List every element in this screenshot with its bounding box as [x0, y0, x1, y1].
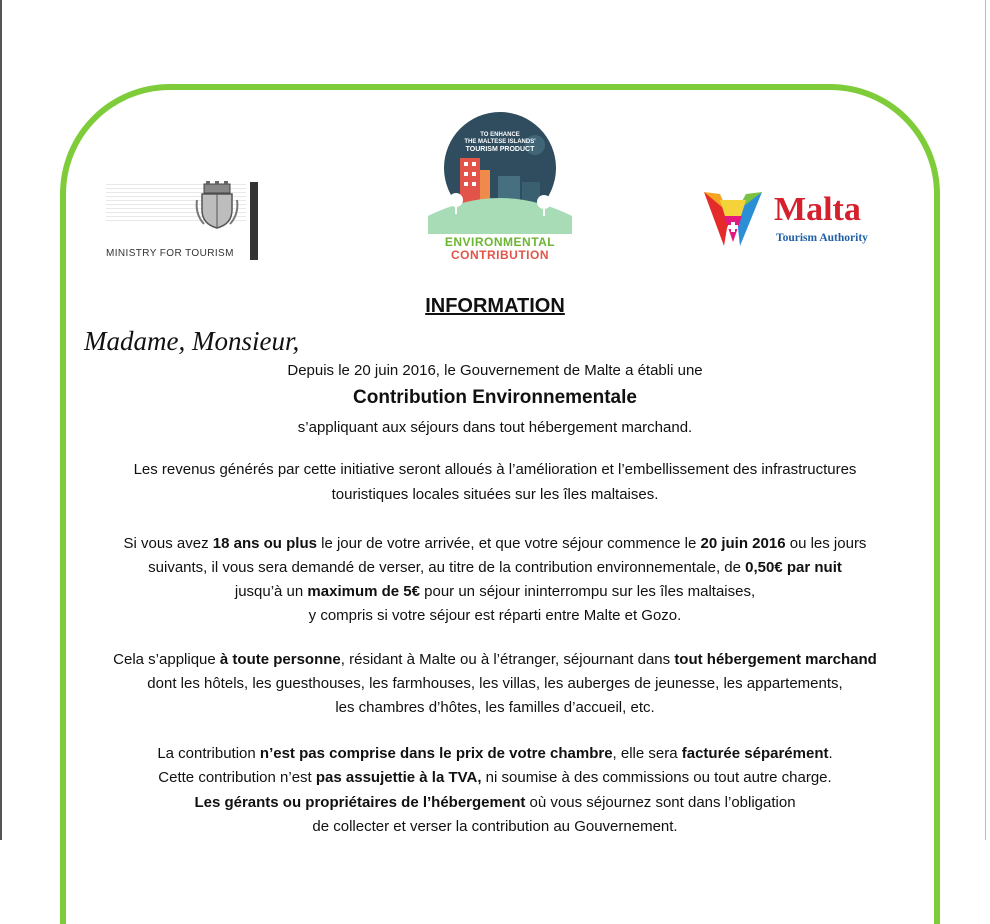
text-span: Si vous avez: [123, 535, 213, 552]
text-bold: Les gérants ou propriétaires de l’hébergement: [194, 794, 526, 811]
text-bold: facturée séparément: [681, 745, 829, 762]
env-tagline: [434, 132, 566, 153]
billing-line: [0, 794, 990, 811]
env-title-environmental: ENVIRONMENTAL: [444, 235, 556, 249]
malta-tourism-logo: [700, 186, 890, 256]
ministry-label: MINISTRY FOR TOURISM: [106, 248, 234, 259]
text-bold: n’est pas comprise dans le prix de votre chambre: [259, 745, 613, 762]
scope-line: dont les hôtels, les guesthouses, les farmhouses, les villas, les auberges de jeunesse, les appartements,: [147, 675, 843, 692]
text-span: .: [828, 745, 833, 762]
text-bold: 18 ans ou plus: [212, 535, 317, 552]
text-bold: pas assujettie à la TVA,: [315, 769, 482, 786]
malta-name: Malta: [774, 191, 861, 228]
malta-star-icon: [700, 186, 766, 252]
env-tagline-line: TO ENHANCE: [480, 132, 520, 138]
eligibility-line: y compris si votre séjour est réparti entre Malte et Gozo.: [308, 607, 682, 624]
text-span: ni soumise à des commissions ou tout autre charge.: [481, 769, 832, 786]
billing-line: [0, 745, 990, 762]
revenue-line: Les revenus générés par cette initiative seront alloués à l’amélioration et l’embellissement des infrastructures: [133, 461, 857, 478]
text-span: jusqu’à un: [234, 583, 308, 600]
text-span: Cela s’applique: [113, 651, 220, 668]
text-bold: 20 juin 2016: [700, 535, 786, 552]
text-bold: maximum de 5€: [307, 583, 420, 600]
text-span: , résidant à Malte ou à l’étranger, séjournant dans: [340, 651, 675, 668]
salutation: Madame, Monsieur,: [84, 326, 300, 356]
text-bold: à toute personne: [219, 651, 341, 668]
contribution-title: Contribution Environnementale: [353, 387, 637, 408]
page-title: INFORMATION: [425, 295, 565, 317]
intro-line: Depuis le 20 juin 2016, le Gouvernement de Malte a établi une: [287, 362, 703, 379]
eligibility-line: [0, 583, 990, 600]
scope-line: les chambres d’hôtes, les familles d’accueil, etc.: [335, 699, 655, 716]
text-span: ou les jours: [785, 535, 867, 552]
environmental-contribution-logo: [420, 110, 580, 264]
text-span: le jour de votre arrivée, et que votre séjour commence le: [316, 535, 701, 552]
eligibility-line: [0, 559, 990, 576]
env-tagline-line: TOURISM PRODUCT: [465, 146, 535, 153]
billing-line: [0, 769, 990, 786]
city-circle-icon: [420, 110, 580, 235]
text-span: La contribution: [157, 745, 260, 762]
scope-line: [0, 651, 990, 668]
text-span: pour un séjour ininterrompu sur les îles maltaises,: [419, 583, 756, 600]
intro-line: s’appliquant aux séjours dans tout hébergement marchand.: [297, 419, 693, 436]
eligibility-line: [0, 535, 990, 552]
text-span: suivants, il vous sera demandé de verser, au titre de la contribution environnementale, de: [148, 559, 746, 576]
env-tagline-line: THE MALTESE ISLANDS': [464, 139, 536, 145]
revenue-line: touristiques locales situées sur les îles maltaises.: [331, 486, 659, 503]
text-span: où vous séjournez sont dans l’obligation: [525, 794, 796, 811]
text-span: Cette contribution n’est: [158, 769, 316, 786]
text-bold: 0,50€ par nuit: [745, 559, 842, 576]
text-span: , elle sera: [612, 745, 682, 762]
coat-of-arms-icon: [194, 180, 240, 230]
billing-line: de collecter et verser la contribution au Gouvernement.: [312, 818, 678, 835]
malta-subtitle: Tourism Authority: [776, 232, 868, 244]
ministry-logo-bar: [250, 182, 258, 260]
ministry-logo: [106, 180, 266, 264]
env-title-contribution: CONTRIBUTION: [451, 248, 549, 262]
text-bold: tout hébergement marchand: [674, 651, 877, 668]
